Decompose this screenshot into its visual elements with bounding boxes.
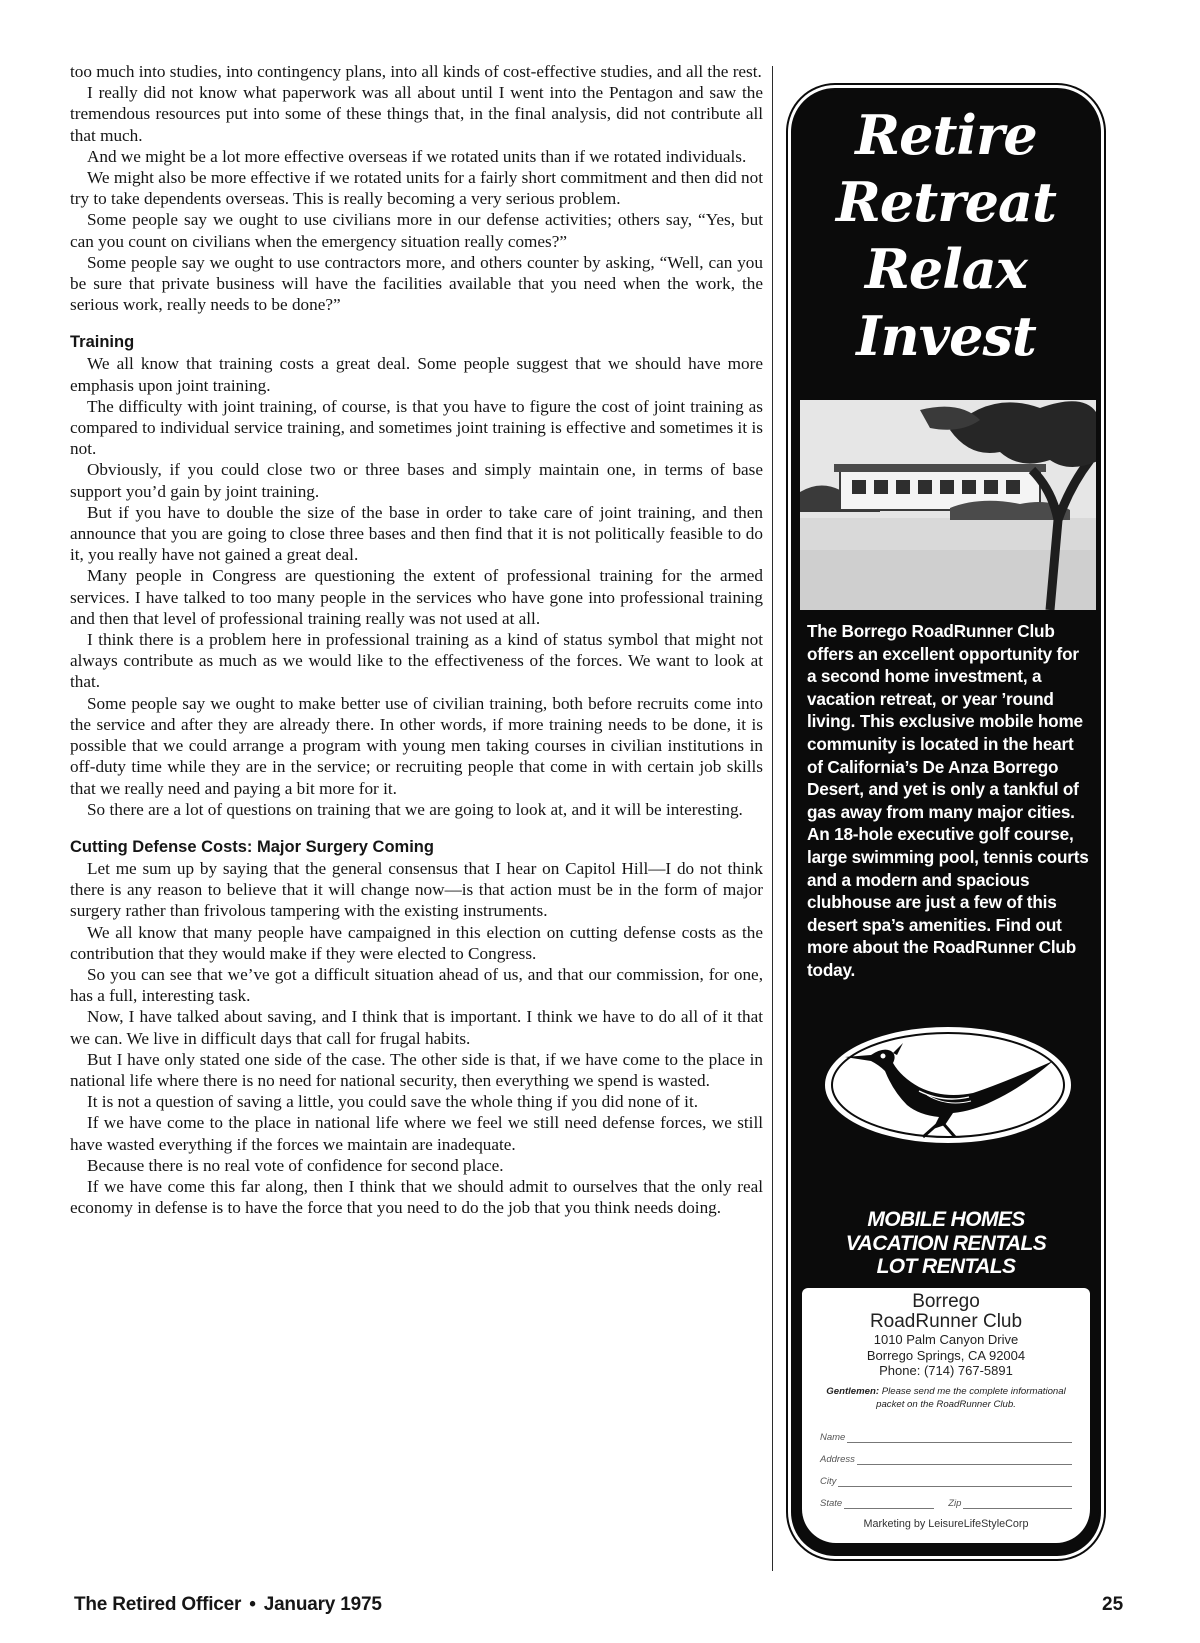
section-heading-cutting-costs: Cutting Defense Costs: Major Surgery Coming <box>70 837 434 856</box>
ad-body-text: The Borrego RoadRunner Club offers an excellent opportunity for a second home investment, a vacation retreat, or year ’round living. This exclusive mobile home community is located in the heart of California’s De Anza Borrego Desert, and yet is only a tankful of gas away from many major cities. An 18-hole executive golf course, large swimming pool, tennis courts and a modern and spacious clubhouse are just a few of this desert spa’s amenities. Find out more about the RoadRunner Club today. <box>807 621 1089 980</box>
paragraph: Many people in Congress are questioning the extent of professional training for the armed services. I have talked to too many people in the services who have gone into professional training and then that level of professional training really was not used at all. <box>70 566 763 628</box>
coupon-address-field[interactable] <box>820 1443 1072 1465</box>
coupon-address: Borrego Springs, CA 92004 <box>866 1347 1026 1363</box>
field-label: State <box>820 1497 843 1509</box>
paragraph: But I have only stated one side of the case. The other side is that, if we have come to the place in national life where there is no need for national security, then everything we spend is wasted. <box>70 1049 763 1090</box>
field-line <box>847 1433 1072 1443</box>
coupon-note-text: Please send me the complete informational packet on the RoadRunner Club. <box>876 1385 1066 1410</box>
coupon-club-name: RoadRunner Club <box>869 1311 1023 1332</box>
coupon-marketing-credit: Marketing by LeisureLifeStyleCorp <box>863 1517 1029 1530</box>
paragraph: We all know that training costs a great deal. Some people suggest that we should have more emphasis upon joint training. <box>70 354 763 395</box>
coupon-address: 1010 Palm Canyon Drive <box>873 1332 1019 1347</box>
field-label: City <box>820 1475 837 1487</box>
paragraph: Some people say we ought to use contractors more, and others counter by asking, “Well, can you be sure that private business will have the facilities available that you need when the work, the serious work, really needs to be done?” <box>70 252 763 315</box>
ad-headline <box>793 102 1099 370</box>
paragraph: But if you have to double the size of the base in order to take care of joint training, and then announce that you are going to close three bases and then find that it is not politically feasible to do it, you really have not gained a great deal. <box>70 502 763 565</box>
paragraph: Some people say we ought to use civilians more in our defense activities; others say, “Yes, but can you count on civilians when the emergency situation really comes?” <box>70 210 763 251</box>
field-label: Zip <box>948 1497 962 1509</box>
headline-word: Retire <box>855 103 1037 167</box>
paragraph: Some people say we ought to make better use of civilian training, both before recruits come into the service and after they are already there. In other words, if more training needs to be done, it is possible that we could arrange a program with young men taking courses in civilian institutions in off-duty time while they are in the service; or recruiting people that come in with certain job skills that we really need and paying a bit more for it. <box>70 693 763 798</box>
field-line <box>838 1477 1072 1487</box>
service-item: VACATION RENTALS <box>845 1231 1047 1255</box>
paragraph: The difficulty with joint training, of course, is that you have to figure the cost of joint training as compared to individual service training, and sometimes joint training is effective and sometimes it is not. <box>70 396 763 459</box>
paragraph: Obviously, if you could close two or three bases and simply maintain one, in terms of base support you’d gain by joint training. <box>70 460 763 501</box>
paragraph: I really did not know what paperwork was all about until I went into the Pentagon and saw the tremendous resources put into some of these things that, in the final analysis, did not contribute all that much. <box>70 83 763 145</box>
coupon-note-lead: Gentlemen: <box>826 1385 880 1397</box>
coupon-city-field[interactable] <box>820 1465 1072 1487</box>
headline-word: Invest <box>856 304 1036 368</box>
paragraph: We might also be more effective if we rotated units for a fairly short commitment and then did not try to take dependents overseas. This is really becoming a very serious problem. <box>70 168 763 209</box>
coupon-club-name: Borrego <box>912 1291 980 1312</box>
roadrunner-club-advertisement <box>791 88 1101 1556</box>
paragraph: We all know that many people have campaigned in this election on cutting defense costs as the contribution that they would make if they were elected to Congress. <box>70 922 763 963</box>
coupon-phone: Phone: (714) 767-5891 <box>879 1363 1013 1378</box>
paragraph: Because there is no real vote of confidence for second place. <box>87 1155 504 1175</box>
page-number: 25 <box>1102 1594 1124 1615</box>
mobile-home-photo <box>800 400 1096 610</box>
bullet-separator: • <box>249 1594 256 1615</box>
coupon-note <box>802 1385 1090 1411</box>
field-line <box>963 1499 1072 1509</box>
coupon-state-zip-field[interactable] <box>820 1487 1072 1509</box>
field-line <box>857 1455 1072 1465</box>
paragraph: And we might be a lot more effective overseas if we rotated units than if we rotated individuals. <box>87 146 747 166</box>
coupon-name-field[interactable] <box>820 1421 1072 1443</box>
headline-word: Retreat <box>836 170 1056 234</box>
paragraph: Now, I have talked about saving, and I think that is important. I think we have to do all of it that we can. We live in difficult days that call for frugal habits. <box>70 1007 763 1048</box>
paragraph: too much into studies, into contingency plans, into all kinds of cost-effective studies, and all the rest. <box>70 62 762 81</box>
publication-name: The Retired Officer <box>74 1594 242 1615</box>
field-line <box>844 1499 934 1509</box>
roadrunner-icon <box>823 1025 1073 1145</box>
page-footer <box>74 1594 382 1616</box>
column-divider <box>772 66 773 1571</box>
article-column <box>70 61 763 1581</box>
issue-date: January 1975 <box>263 1594 382 1615</box>
paragraph: It is not a question of saving a little, you could save the whole thing if you did none of it. <box>87 1092 699 1112</box>
headline-word: Relax <box>865 237 1027 301</box>
coupon-form <box>820 1421 1072 1509</box>
paragraph: If we have come this far along, then I think that we should admit to ourselves that the only real economy in defense is to have the force that you need to do the job that you think needs doing. <box>70 1176 763 1218</box>
paragraph: If we have come to the place in national life where we feel we still need defense forces, we still have wasted everything if the forces we maintain are inadequate. <box>70 1113 763 1154</box>
field-label: Name <box>820 1431 846 1443</box>
service-item: LOT RENTALS <box>876 1255 1016 1278</box>
ad-coupon <box>802 1288 1090 1543</box>
field-label: Address <box>820 1453 855 1465</box>
paragraph: So you can see that we’ve got a difficult situation ahead of us, and that our commission, for one, has a full, interesting task. <box>70 964 763 1006</box>
section-heading-training: Training <box>70 333 135 352</box>
service-item: MOBILE HOMES <box>867 1208 1025 1231</box>
paragraph: Let me sum up by saying that the general consensus that I hear on Capitol Hill—I do not think there is any reason to believe that it will change now—is that action must be in the form of major surgery rather than frivolous tampering with the existing instruments. <box>70 858 763 921</box>
ad-services-list <box>793 1208 1099 1279</box>
paragraph: So there are a lot of questions on training that we are going to look at, and it will be interesting. <box>87 799 743 819</box>
paragraph: I think there is a problem here in professional training as a kind of status symbol that might not always contribute as much as we would like to the effectiveness of the forces. We want to look at that. <box>70 630 763 692</box>
